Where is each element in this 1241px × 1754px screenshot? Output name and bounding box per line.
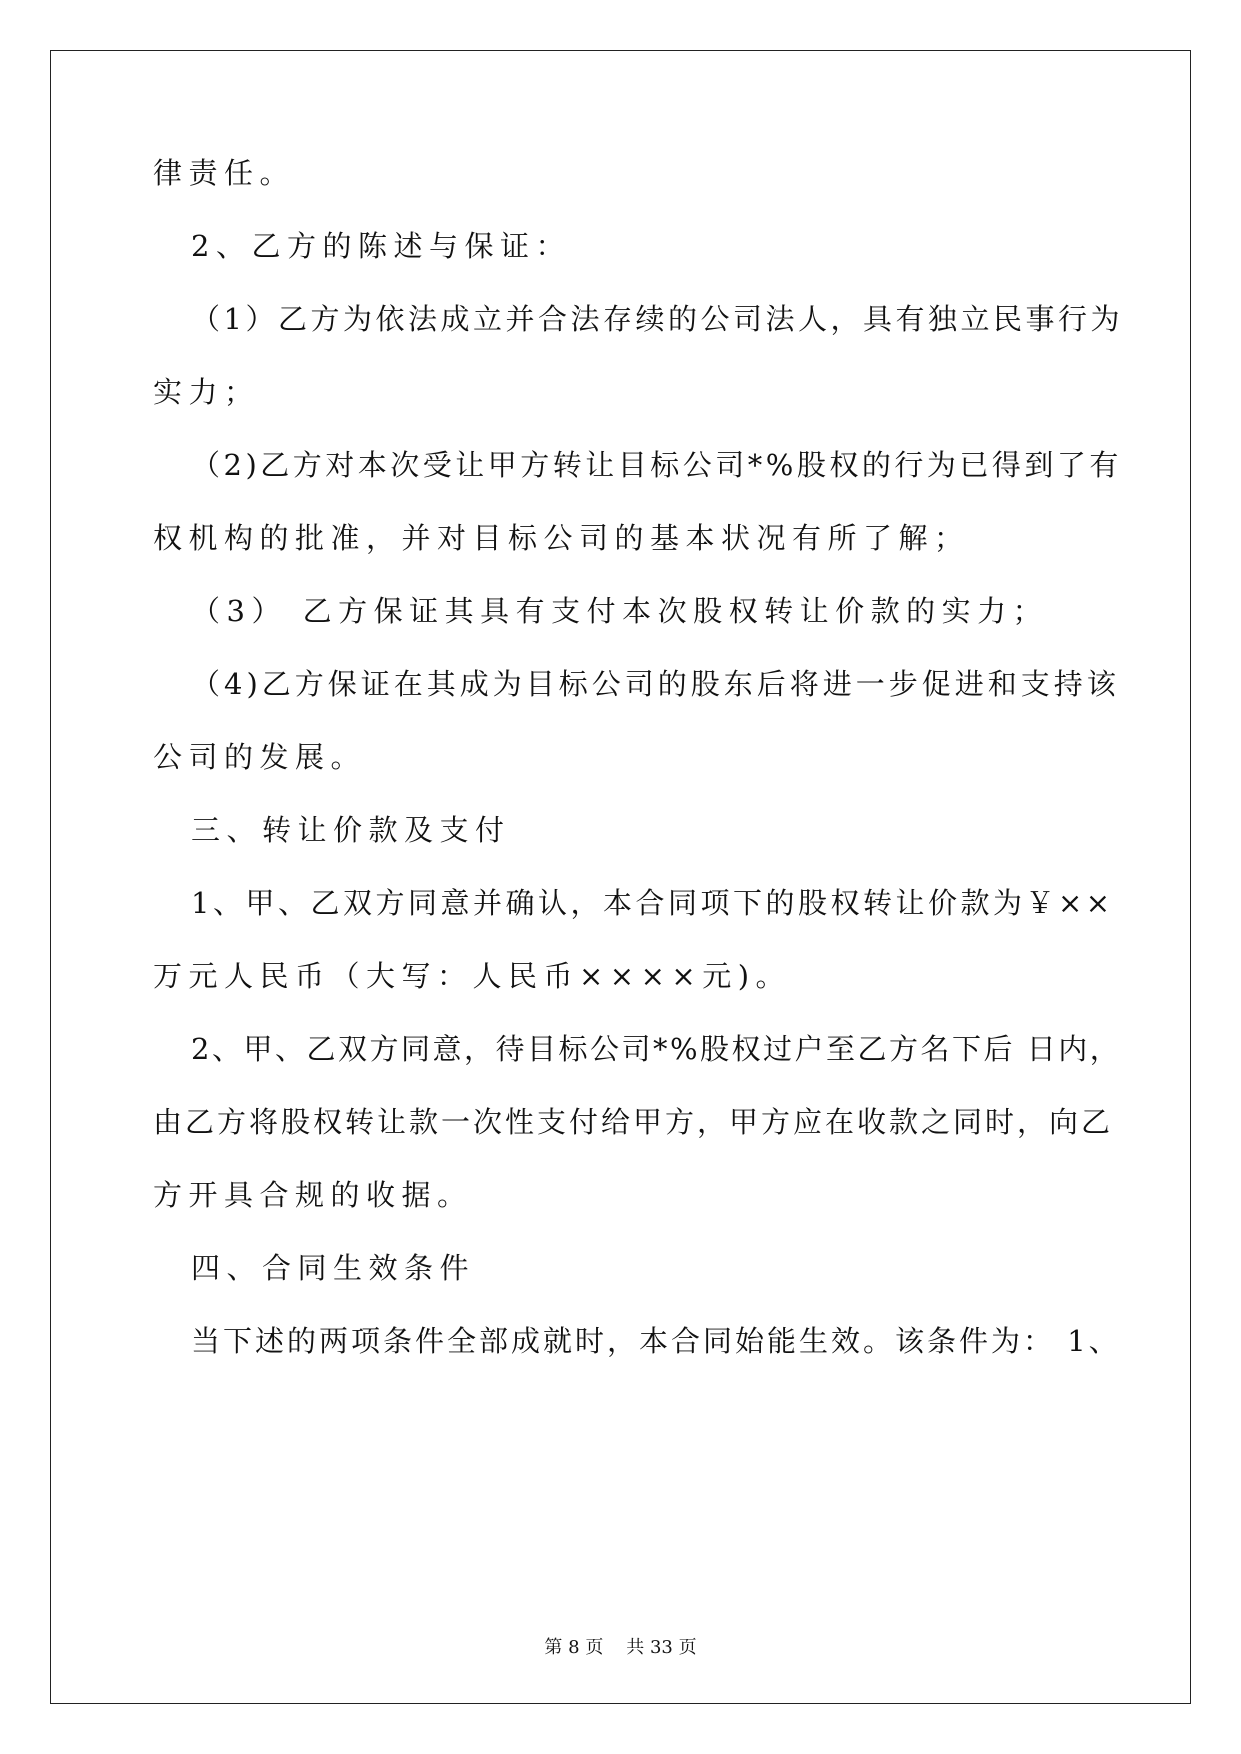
page-footer xyxy=(0,1637,1241,1659)
paragraph-line: （1）乙方为依法成立并合法存续的公司法人，具有独立民事行为 xyxy=(191,302,1123,336)
paragraph-line: 2、甲、乙双方同意，待目标公司*%股权过户至乙方名下后 日内， xyxy=(191,1032,1122,1066)
paragraph-line: 由乙方将股权转让款一次性支付给甲方，甲方应在收款之同时，向乙 xyxy=(153,1105,1114,1139)
paragraph-line: 律责任。 xyxy=(153,156,296,190)
paragraph-line: 权机构的批准，并对目标公司的基本状况有所了解； xyxy=(153,521,970,555)
section-heading: 四、合同生效条件 xyxy=(191,1251,476,1285)
paragraph-line: （4)乙方保证在其成为目标公司的股东后将进一步促进和支持该 xyxy=(191,667,1120,701)
paragraph-line: （2)乙方对本次受让甲方转让目标公司*%股权的行为已得到了有 xyxy=(191,448,1122,482)
paragraph-line: 实力； xyxy=(153,375,260,409)
paragraph-line: 万元人民币（大写：人民币××××元)。 xyxy=(153,959,792,993)
paragraph-line: 当下述的两项条件全部成就时，本合同始能生效。该条件为： 1、 xyxy=(191,1324,1121,1358)
section-heading: 三、转让价款及支付 xyxy=(191,813,511,847)
page-total: 共 33 页 xyxy=(626,1637,697,1658)
page-number: 第 8 页 xyxy=(544,1637,604,1658)
paragraph-line: 1、甲、乙双方同意并确认，本合同项下的股权转让价款为￥×× xyxy=(191,886,1114,920)
paragraph-line: 方开具合规的收据。 xyxy=(153,1178,473,1212)
paragraph-line: （3） 乙方保证其具有支付本次股权转让价款的实力； xyxy=(191,594,1049,628)
paragraph-line: 公司的发展。 xyxy=(153,740,367,774)
section-heading: 2、乙方的陈述与保证： xyxy=(191,229,571,263)
